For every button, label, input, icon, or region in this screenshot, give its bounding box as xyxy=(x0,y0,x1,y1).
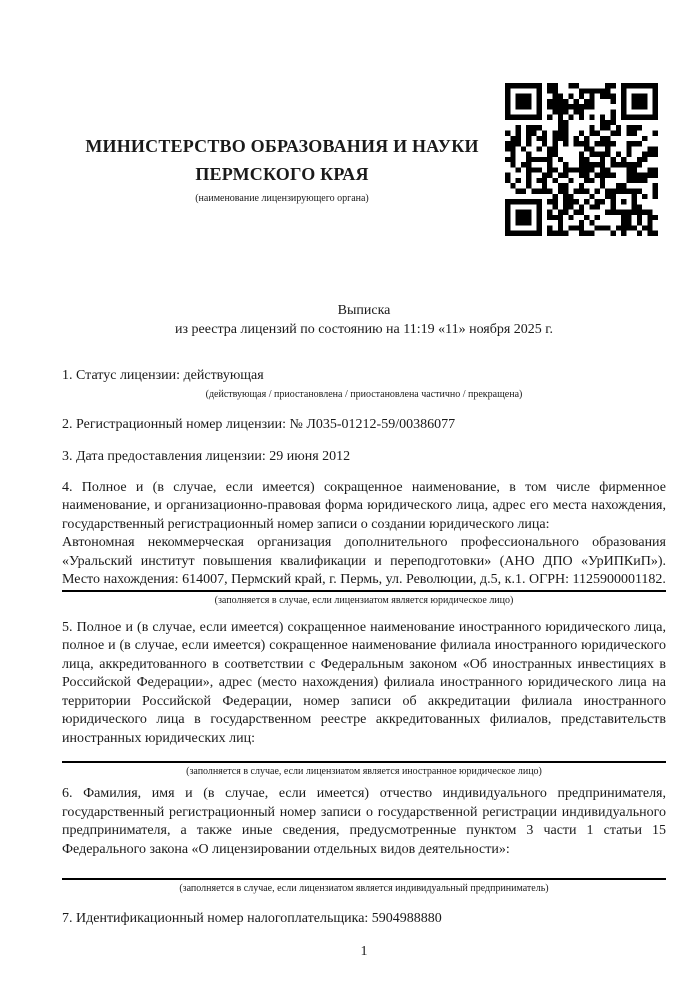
entrepreneur-prompt: 6. Фамилия, имя и (в случае, если имеется) отчество индивидуального предпринимателя, государственный регистрационный номер записи о государственной регистрации индивидуального предпринимателя, а также иные сведения, предусмотренные пунктом 3 части 1 статьи 15 Федерального закона «О лицензировании отдельных видов деятельности»: xyxy=(62,786,666,857)
document-title-line2: из реестра лицензий по состоянию на 11:19 «11» ноября 2025 г. xyxy=(175,321,553,337)
license-status-text: 1. Статус лицензии: действующая xyxy=(62,368,264,383)
foreign-entity-prompt: 5. Полное и (в случае, если имеется) сокращенное наименование иностранного юридического лица, полное и (в случае, если имеется) сокращенное наименование филиала иностранного юридического лица, аккредитованного в соответствии с Федеральным законом «Об иностранных инвестициях в Российской Федерации», адрес (место нахождения) филиала иностранного юридического лица на территории Российской Федерации, номер записи об аккредитации филиала иностранного юридического лица в государственном реестре аккредитованных филиалов, представительств иностранных юридических лиц: xyxy=(62,619,666,746)
page-number: 1 xyxy=(360,943,368,959)
item-legal-entity xyxy=(62,479,666,607)
foreign-entity-caption: (заполняется в случае, если лицензиатом является иностранное юридическое лицо) xyxy=(62,761,666,778)
item-license-date: 3. Дата предоставления лицензии: 29 июня 2012 xyxy=(62,449,351,464)
item-foreign-entity xyxy=(62,619,666,779)
document-title xyxy=(62,302,666,339)
item-individual-entrepreneur xyxy=(62,785,666,895)
qr-code xyxy=(505,83,658,236)
ministry-name-line2: ПЕРМСКОГО КРАЯ xyxy=(195,164,369,184)
item-taxpayer-number: 7. Идентификационный номер налогоплательщика: 5904988880 xyxy=(62,911,442,926)
licensing-authority-header xyxy=(62,132,502,205)
license-status-caption: (действующая / приостановлена / приостановлена частично / прекращена) xyxy=(205,388,523,400)
document-body xyxy=(62,302,666,961)
document-title-line1: Выписка xyxy=(337,303,391,318)
ministry-name-line1: МИНИСТЕРСТВО ОБРАЗОВАНИЯ И НАУКИ xyxy=(85,136,479,156)
legal-entity-caption: (заполняется в случае, если лицензиатом является юридическое лицо) xyxy=(62,590,666,607)
entrepreneur-caption: (заполняется в случае, если лицензиатом является индивидуальный предприниматель) xyxy=(62,878,666,895)
authority-caption: (наименование лицензирующего органа) xyxy=(195,193,369,204)
legal-entity-value: Автономная некоммерческая организация дополнительного профессионального образования «Уральский институт повышения квалификации и переподготовки» (АНО ДПО «УрИПКиП»). Место нахождения: 614007, Пермский край, г. Пермь, ул. Революции, д.5, к.1. ОГРН: 1125900001182. xyxy=(62,535,666,587)
item-registration-number: 2. Регистрационный номер лицензии: № Л035-01212-59/00386077 xyxy=(62,416,456,432)
item-license-status xyxy=(62,367,666,401)
legal-entity-prompt: 4. Полное и (в случае, если имеется) сокращенное наименование, в том числе фирменное наименование, и организационно-правовая форма юридического лица, адрес его места нахождения, государственный регистрационный номер записи о создании юридического лица: xyxy=(62,479,666,532)
